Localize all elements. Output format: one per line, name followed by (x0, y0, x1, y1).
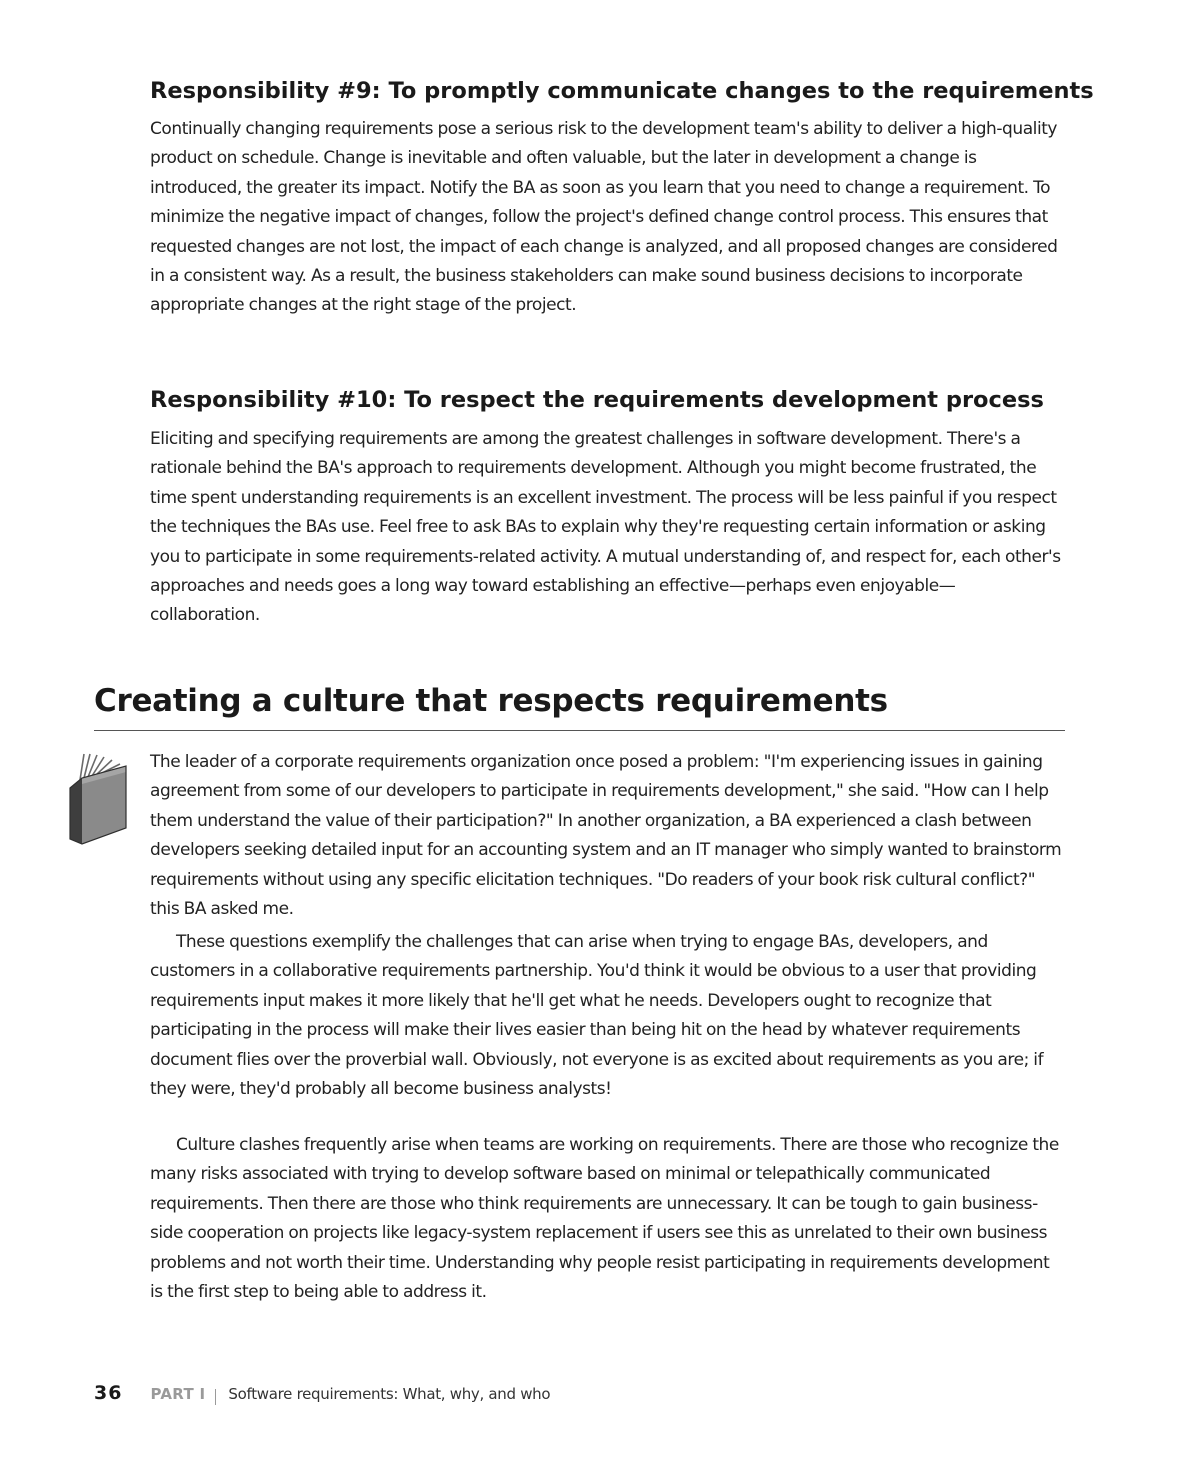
footer-separator (215, 1389, 216, 1405)
culture-paragraph: Culture clashes frequently arise when teams are working on requirements. There are those who recognize the many risks associated with trying to develop software based on minimal or telepathically communicated requirements. Then there are those who think requirements are unnecessary. It can be tough to gain business-side cooperation on projects like legacy-system replacement if users see this as unrelated to their own business problems and not worth their time. Understanding why people resist participating in requirements development is the first step to being able to address it. (150, 1135, 1059, 1303)
section-divider (94, 730, 1065, 731)
section-title: Creating a culture that respects requirements (94, 683, 888, 719)
culture-paragraph: These questions exemplify the challenges that can arise when trying to engage BAs, developers, and customers in a collaborative requirements partnership. You'd think it would be obvious to a user that providing requirements input makes it more likely that he'll get what he needs. Developers ought to recognize that participating in the process will make their lives easier than being hit on the head by whatever requirements document flies over the proverbial wall. Obviously, not everyone is as excited about requirements as you are; if they were, they'd probably all become business analysts! (150, 932, 1044, 1100)
responsibility-9-heading: Responsibility #9: To promptly communicate changes to the requirements (150, 78, 1094, 104)
responsibility-10-body: Eliciting and specifying requirements are among the greatest challenges in software development. There's a rationale behind the BA's approach to requirements development. Although you might become frustrated, the time spent understanding requirements is an excellent investment. The process will be less painful if you respect the techniques the BAs use. Feel free to ask BAs to explain why they're requesting certain information or asking you to participate in some requirements-related activity. A mutual understanding of, and respect for, each other's approaches and needs goes a long way toward establishing an effective—perhaps even enjoyable—collaboration. (150, 429, 1061, 626)
book-icon (66, 748, 132, 848)
responsibility-10-heading: Responsibility #10: To respect the requirements development process (150, 387, 1044, 413)
page-footer (94, 1382, 550, 1412)
responsibility-9-body: Continually changing requirements pose a serious risk to the development team's ability to deliver a high-quality product on schedule. Change is inevitable and often valuable, but the later in development a change is introduced, the greater its impact. Notify the BA as soon as you learn that you need to change a requirement. To minimize the negative impact of changes, follow the project's defined change control process. This ensures that requested changes are not lost, the impact of each change is analyzed, and all proposed changes are considered in a consistent way. As a result, the business stakeholders can make sound business decisions to incorporate appropriate changes at the right stage of the project. (150, 119, 1058, 316)
page-number: 36 (94, 1382, 123, 1404)
culture-paragraph: The leader of a corporate requirements organization once posed a problem: "I'm experiencing issues in gaining agreement from some of our developers to participate in requirements development," she said. "How can I help them understand the value of their participation?" In another organization, a BA experienced a clash between developers seeking detailed input for an accounting system and an IT manager who simply wanted to brainstorm requirements without using any specific elicitation techniques. "Do readers of your book risk cultural conflict?" this BA asked me. (150, 752, 1062, 920)
chapter-title: Software requirements: What, why, and who (228, 1385, 551, 1403)
part-label: PART I (150, 1385, 206, 1403)
